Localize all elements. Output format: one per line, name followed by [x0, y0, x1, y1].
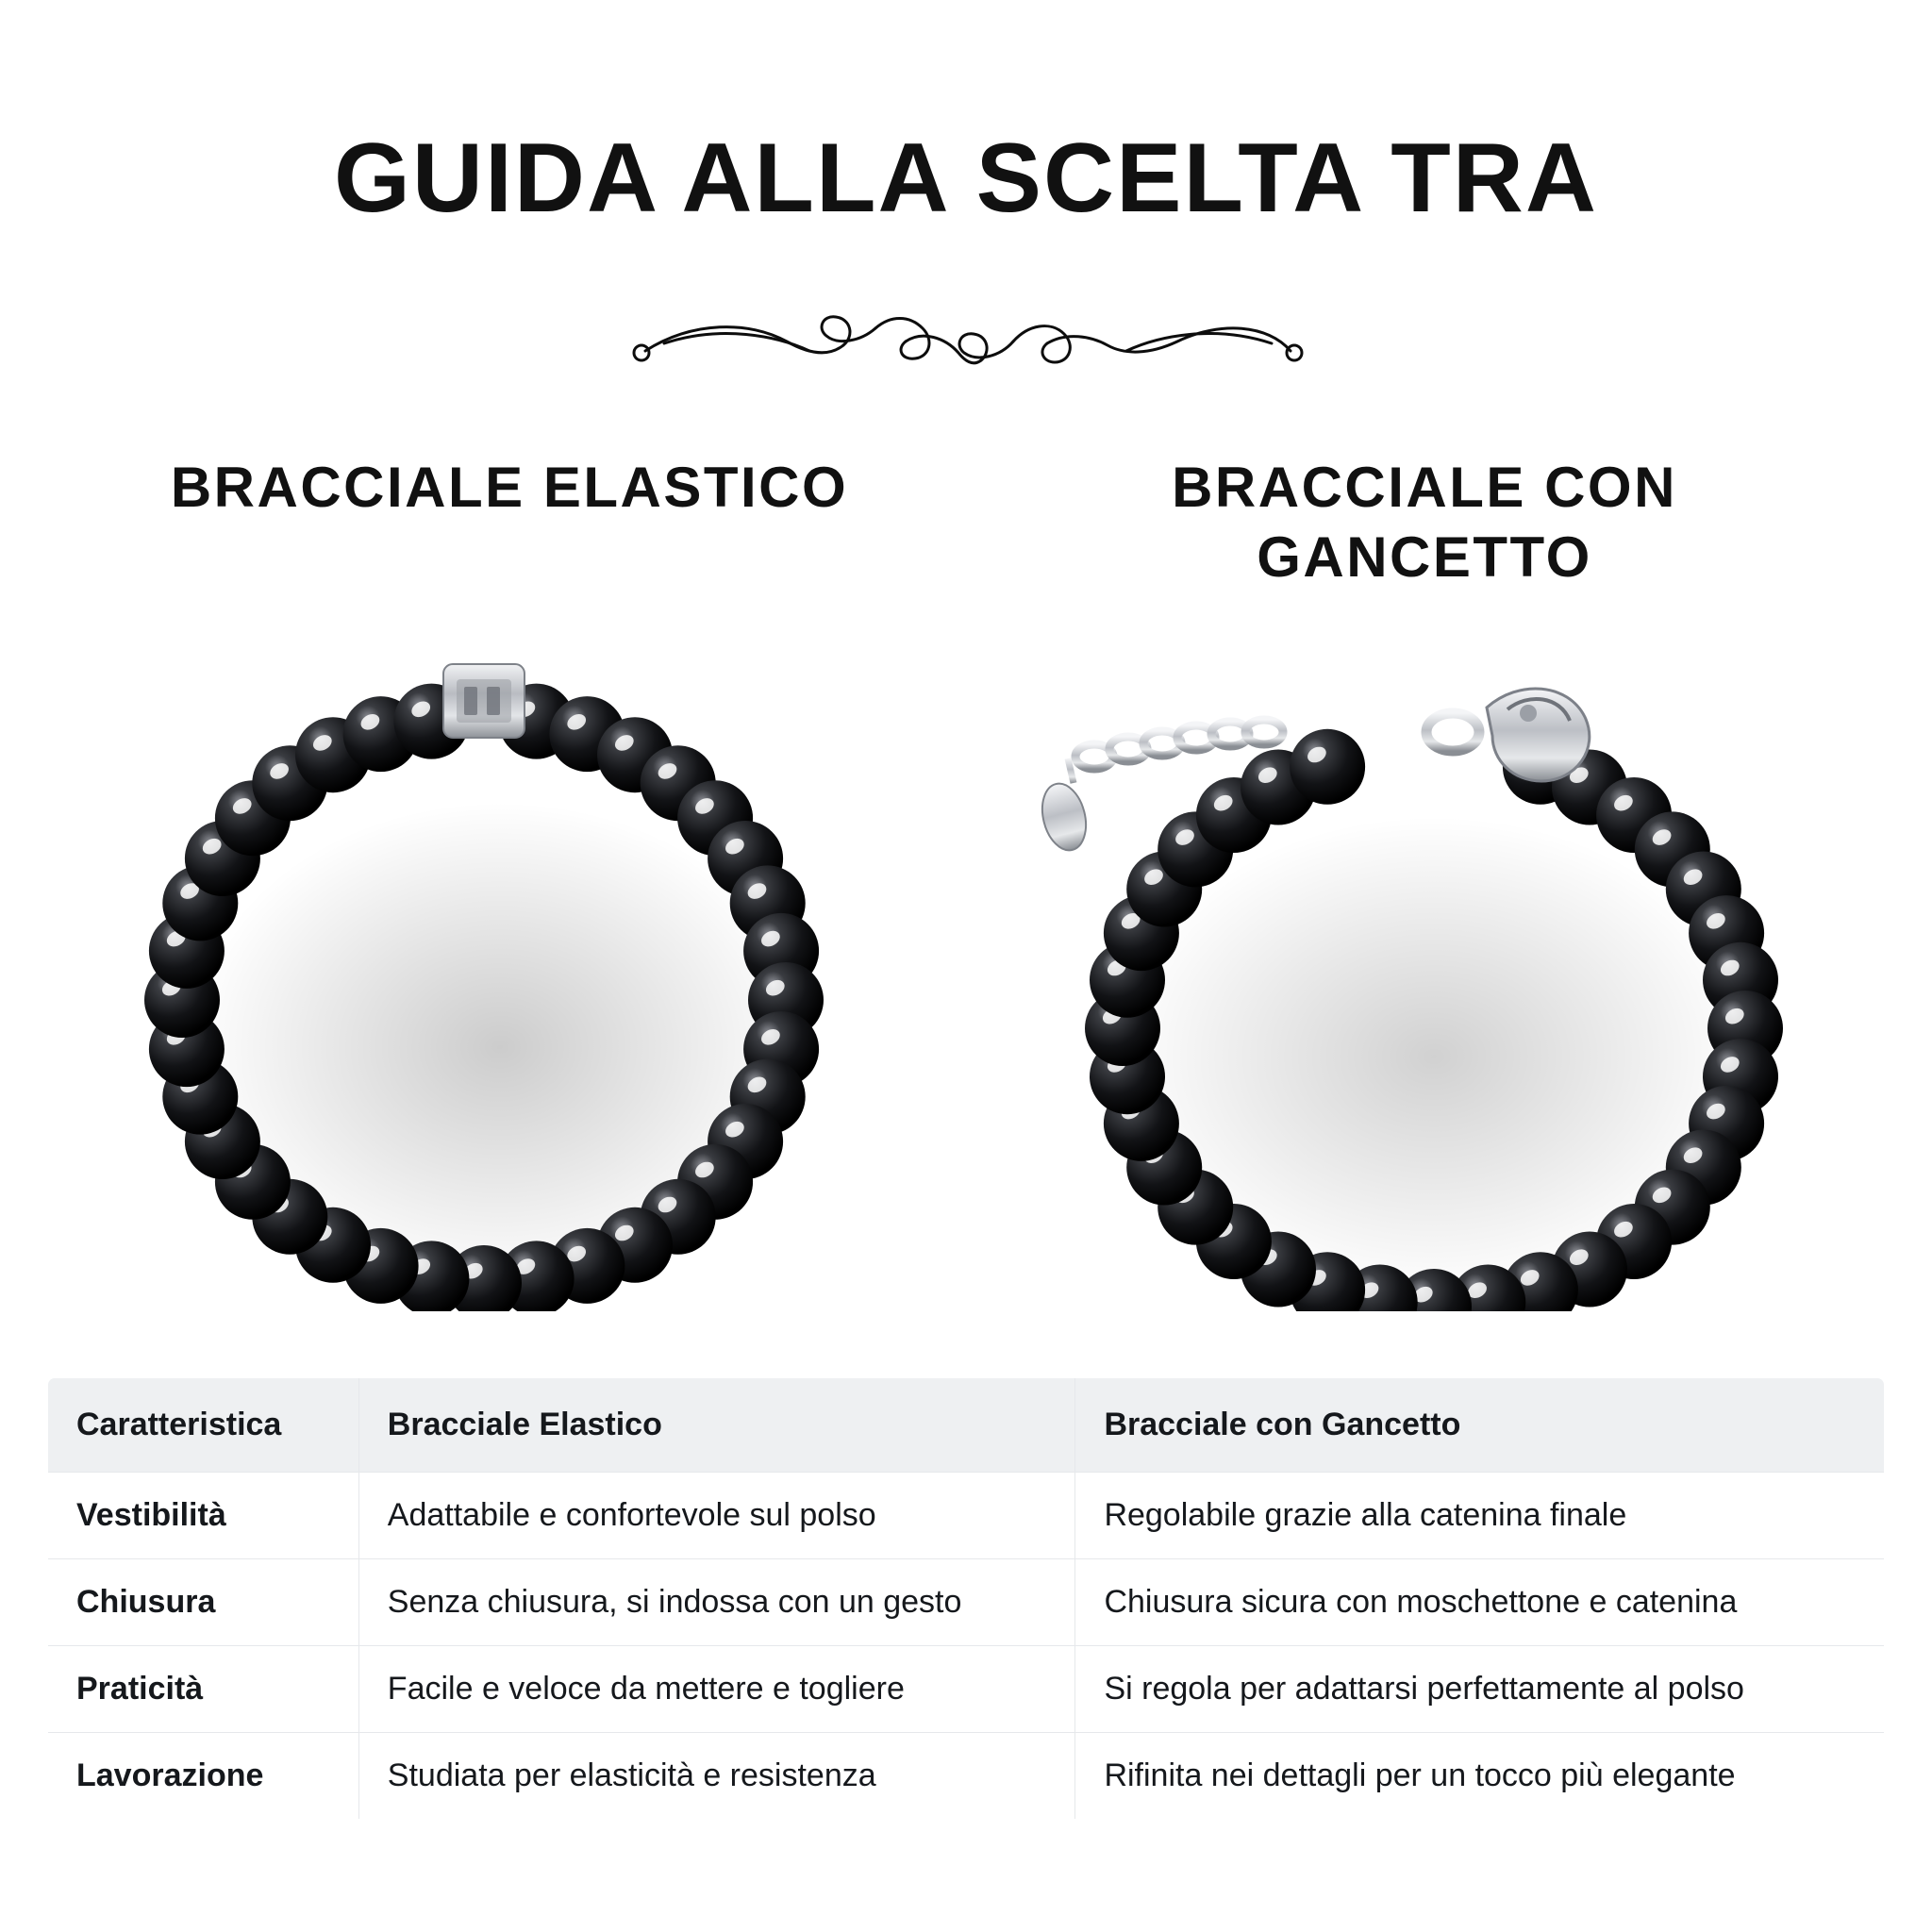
table-row [48, 1559, 1885, 1646]
row-feature-label: Chiusura [48, 1559, 359, 1646]
bracelet-clasp-image [962, 651, 1830, 1311]
row-value-gancetto: Si regola per adattarsi perfettamente al polso [1075, 1646, 1885, 1733]
bracelet-elastic-image [75, 651, 906, 1311]
table-row [48, 1473, 1885, 1559]
row-feature-label: Vestibilità [48, 1473, 359, 1559]
comparison-table [47, 1377, 1885, 1820]
table-header-gancetto: Bracciale con Gancetto [1075, 1378, 1885, 1473]
table-row [48, 1733, 1885, 1820]
table-row [48, 1646, 1885, 1733]
column-heading-elastico: BRACCIALE ELASTICO [170, 456, 849, 519]
row-value-gancetto: Rifinita nei dettagli per un tocco più elegante [1104, 1757, 1736, 1793]
table-header-row [48, 1378, 1885, 1473]
row-feature-label: Lavorazione [48, 1733, 359, 1820]
row-value-gancetto: Regolabile grazie alla catenina finale [1075, 1473, 1885, 1559]
row-value-gancetto: Chiusura sicura con moschettone e catenina [1075, 1559, 1885, 1646]
ornamental-flourish-divider-icon [608, 283, 1324, 396]
row-value-elastico: Studiata per elasticità e resistenza [358, 1733, 1075, 1820]
page-title: GUIDA ALLA SCELTA TRA [334, 124, 1598, 233]
table-header-feature: Caratteristica [48, 1378, 359, 1473]
table-header-elastico: Bracciale Elastico [358, 1378, 1075, 1473]
row-value-elastico: Senza chiusura, si indossa con un gesto [358, 1559, 1075, 1646]
row-value-elastico: Adattabile e confortevole sul polso [358, 1473, 1075, 1559]
column-heading-gancetto: BRACCIALE CON GANCETTO [1172, 456, 1677, 590]
row-value-elastico: Facile e veloce da mettere e togliere [358, 1646, 1075, 1733]
row-feature-label: Praticità [48, 1646, 359, 1733]
